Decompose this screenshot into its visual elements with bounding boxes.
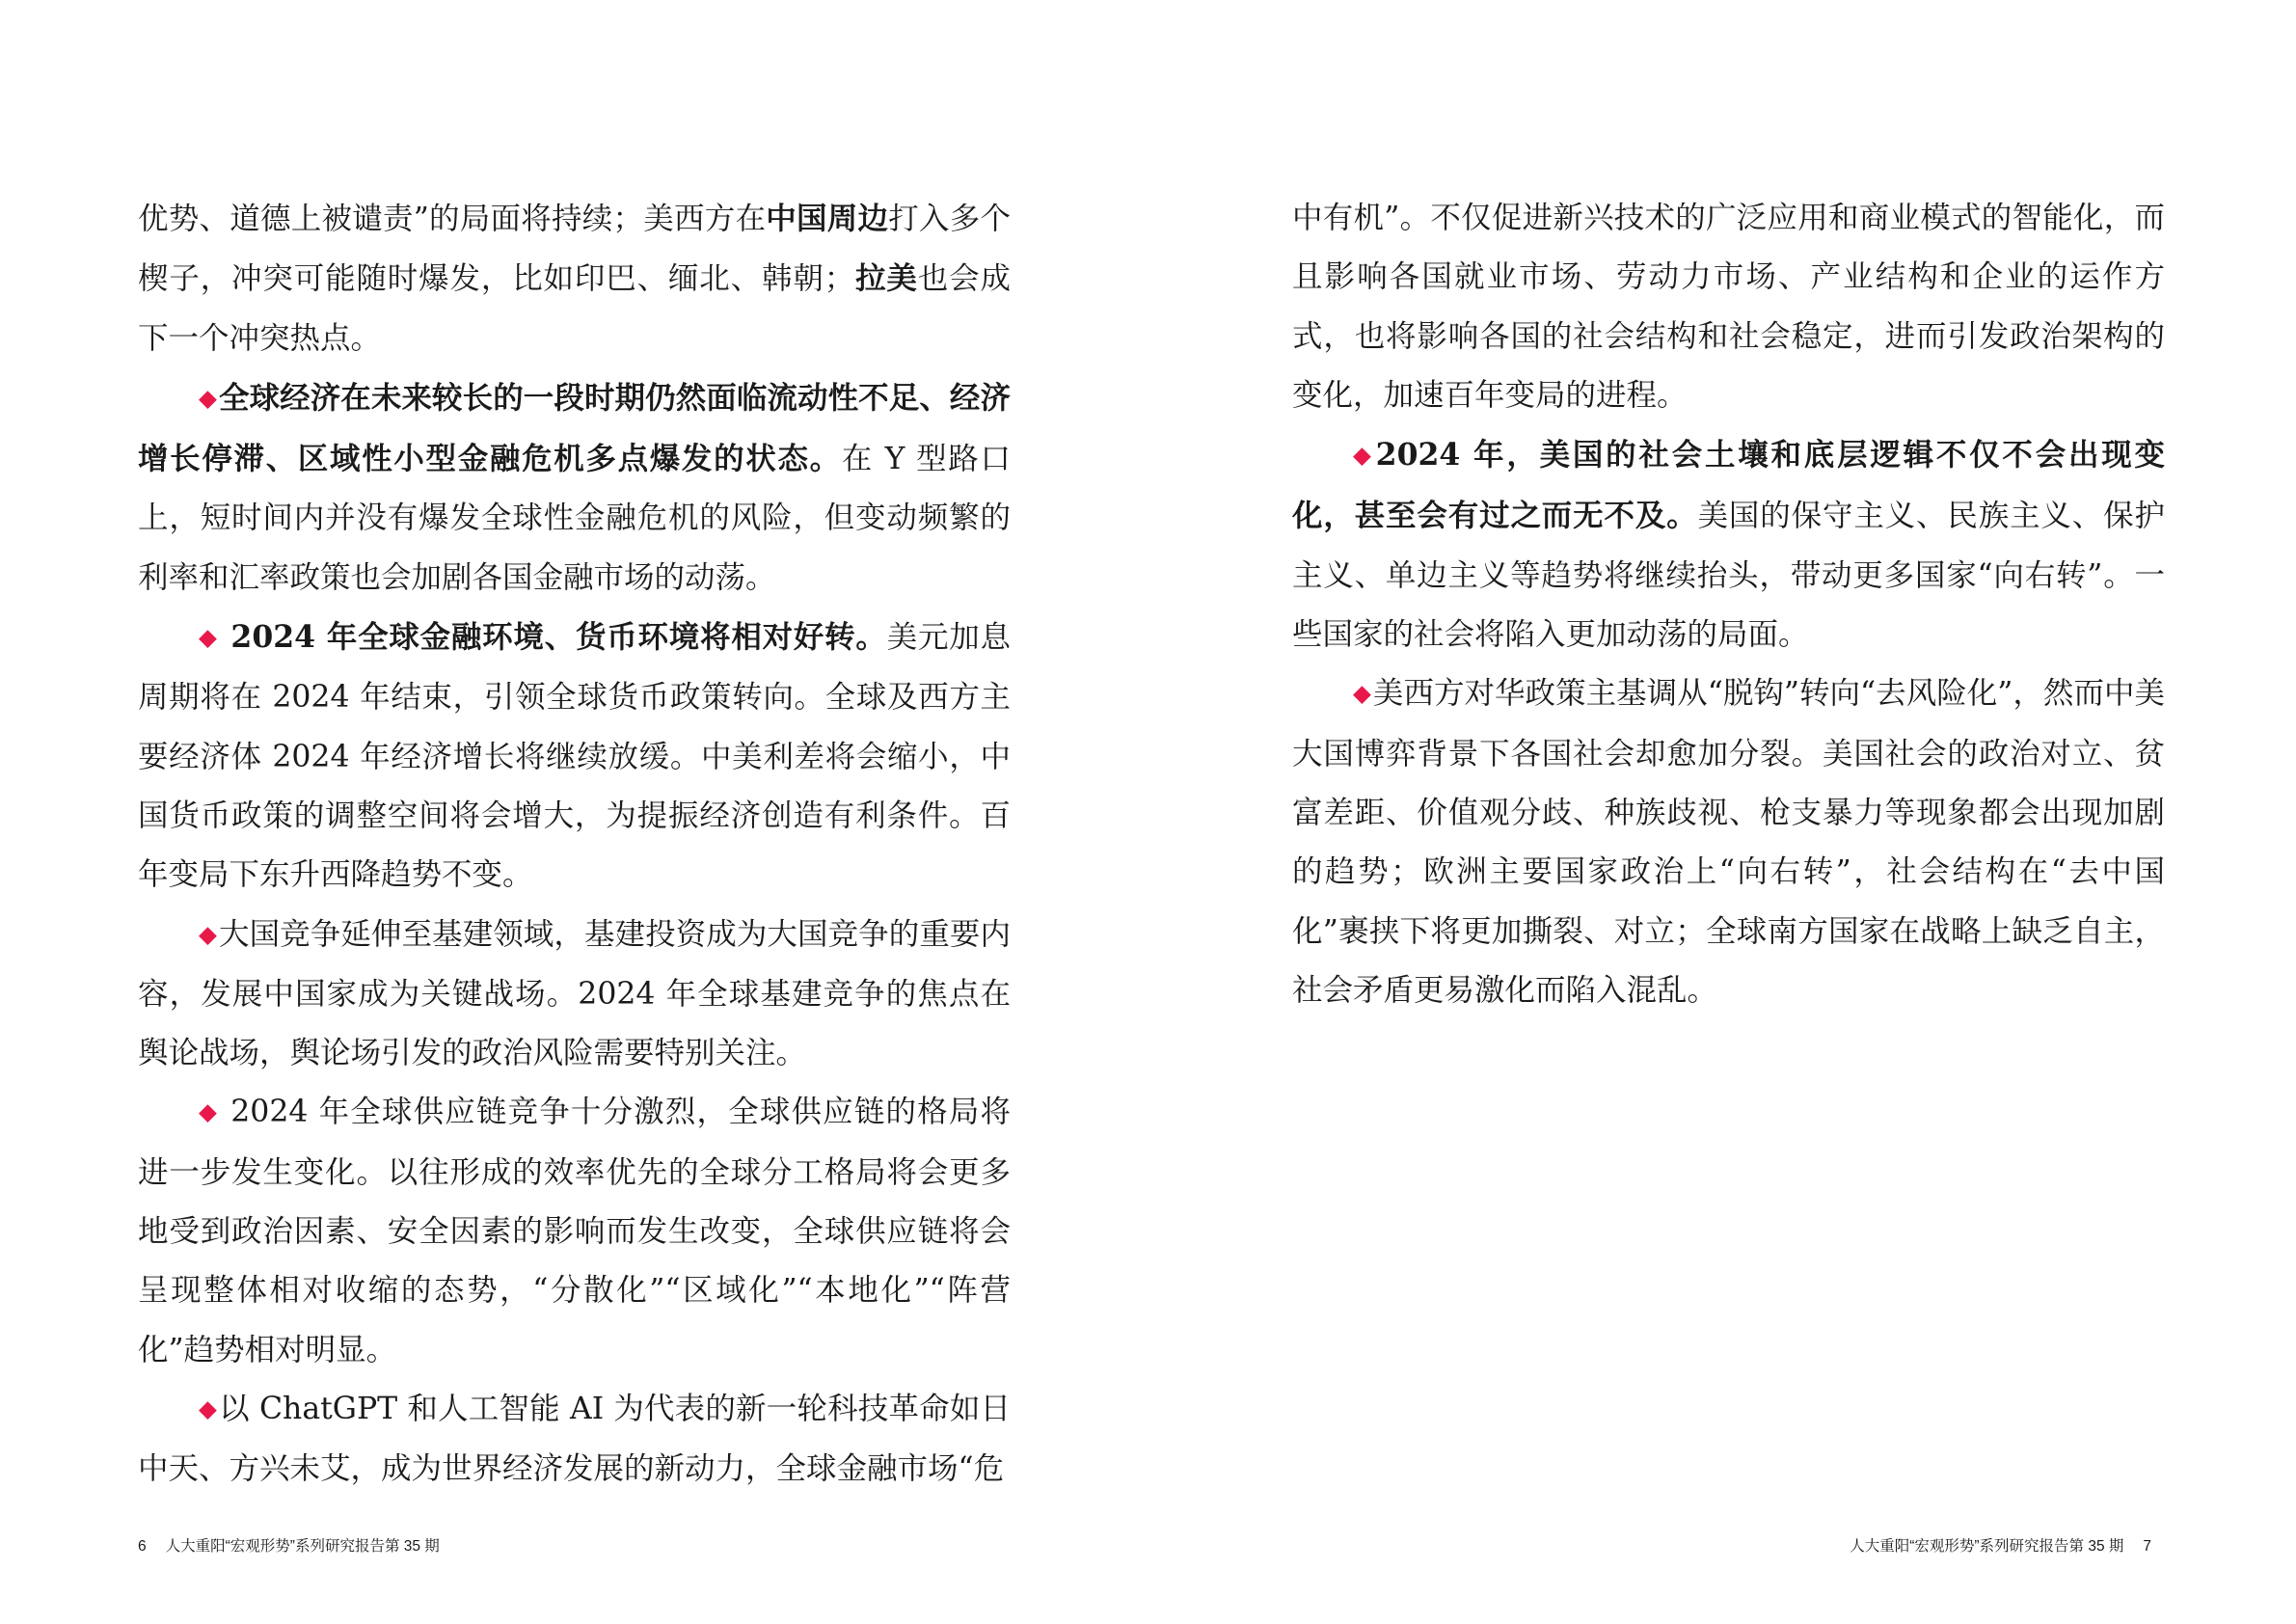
paragraph-chatgpt-continued [1292, 189, 2165, 425]
body-text: 中有机”。不仅促进新兴技术的广泛应用和商业模式的智能化，而且影响各国就业市场、劳动力市场、产业结构和企业的运作方式，也将影响各国的社会结构和社会稳定，进而引发政治架构的变化，加速百年变局的进程。 [1292, 201, 2165, 413]
body-text: 在 Y 型路口上，短时间内并没有爆发全球性金融危机的风险，但变动频繁的利率和汇率政策也会加剧各国金融市场的动荡。 [138, 442, 1011, 595]
diamond-bullet-icon: ◆ [199, 1097, 219, 1126]
page-number: 6 [138, 1538, 147, 1555]
right-page-footer [1850, 1534, 2151, 1556]
text-segment: 打入多个楔子，冲突可能随时爆发，比如印巴、缅北、韩朝； [138, 202, 1011, 297]
running-title: 人大重阳“宏观形势”系列研究报告第 35 期 [1850, 1538, 2124, 1555]
body-text: 美元加息周期将在 2024 年结束，引领全球货币政策转向。全球及西方主要经济体 2024 年经济增长将继续放缓。中美利差将会缩小，中国货币政策的调整空间将会增大，为提振经济创造有利条件。百年变局下东升西降趋势不变。 [138, 620, 1011, 893]
running-title: 人大重阳“宏观形势”系列研究报告第 35 期 [165, 1538, 440, 1555]
paragraph-us-society [1292, 425, 2165, 664]
lead-sentence: 2024 年全球金融环境、货币环境将相对好转。 [219, 619, 887, 656]
paragraph-global-economy [138, 368, 1011, 608]
paragraph-infrastructure [138, 906, 1011, 1084]
body-text: 美国的保守主义、民族主义、保护主义、单边主义等趋势将继续抬头，带动更多国家“向右转”。一些国家的社会将陷入更加动荡的局面。 [1292, 499, 2165, 653]
right-text-column [1292, 189, 2165, 1020]
lead-sentence: 2024 年，美国的社会土壤和底层逻辑不仅不会出现变化，甚至会有过之而无不及。 [1292, 437, 2166, 534]
bold-segment: 拉美 [854, 260, 918, 297]
page-number: 7 [2143, 1538, 2151, 1555]
bold-segment: 中国周边 [766, 201, 889, 236]
body-text: 大国竞争延伸至基建领域，基建投资成为大国竞争的重要内容，发展中国家成为关键战场。2024 年全球基建竞争的焦点在舆论战场，舆论场引发的政治风险需要特别关注。 [138, 916, 1012, 1071]
right-page [1148, 0, 2296, 1624]
left-text-column [138, 189, 1011, 1500]
paragraph-finance-2024 [138, 608, 1011, 905]
diamond-bullet-icon: ◆ [199, 1394, 218, 1422]
text-segment: 优势、道德上被谴责”的局面将持续；美西方在 [138, 202, 767, 236]
diamond-bullet-icon: ◆ [199, 623, 218, 652]
paragraph-derisking [1292, 664, 2165, 1020]
body-text: 以 ChatGPT 和人工智能 AI 为代表的新一轮科技革命如日中天、方兴未艾，成为世界经济发展的新动力，全球金融市场“危 [138, 1391, 1011, 1487]
lead-sentence: 全球经济在未来较长的一段时期仍然面临流动性不足、经济增长停滞、区域性小型金融危机多点爆发的状态。 [138, 379, 1012, 477]
diamond-bullet-icon: ◆ [199, 919, 217, 948]
text-segment: 也会成下一个冲突热点。 [138, 261, 1011, 356]
paragraph-continued [138, 189, 1011, 368]
paragraph-chatgpt [138, 1380, 1011, 1500]
body-text: 美西方对华政策主基调从“脱钩”转向“去风险化”，然而中美大国博弈背景下各国社会却愈加分裂。美国社会的政治对立、贫富差距、价值观分歧、种族歧视、枪支暴力等现象都会出现加剧的趋势；欧洲主要国家政治上“向右转”，社会结构在“去中国化”裹挟下将更加撕裂、对立；全球南方国家在战略上缺乏自主，社会矛盾更易激化而陷入混乱。 [1292, 676, 2166, 1008]
diamond-bullet-icon: ◆ [1353, 679, 1371, 708]
diamond-bullet-icon: ◆ [199, 383, 217, 412]
paragraph-supply-chain [138, 1083, 1011, 1379]
diamond-bullet-icon: ◆ [1353, 441, 1374, 470]
body-text: 2024 年全球供应链竞争十分激烈，全球供应链的格局将进一步发生变化。以往形成的效率优先的全球分工格局将会更多地受到政治因素、安全因素的影响而发生改变，全球供应链将会呈现整体相对收缩的态势，“分散化”“区域化”“本地化”“阵营化”趋势相对明显。 [138, 1095, 1011, 1367]
left-page-footer [138, 1534, 440, 1556]
